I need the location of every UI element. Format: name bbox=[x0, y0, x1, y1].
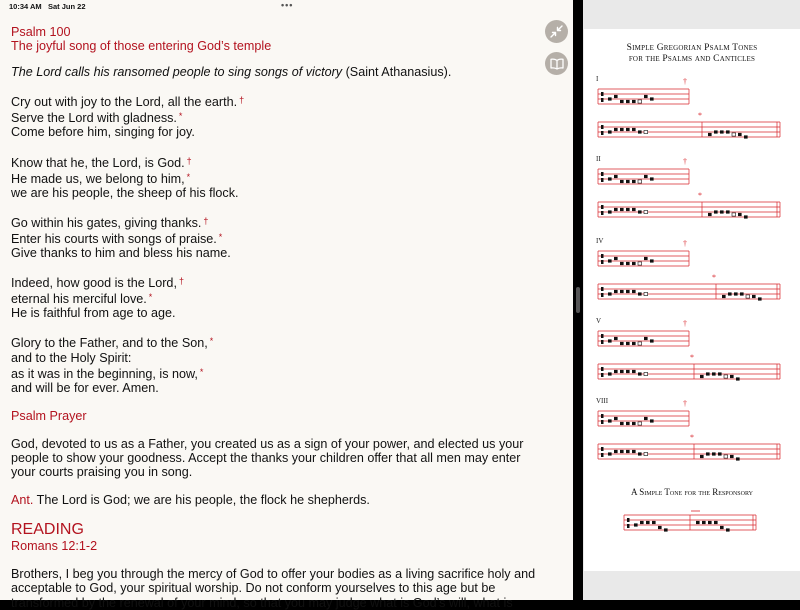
verse-text: eternal his merciful love. bbox=[11, 292, 147, 307]
neume bbox=[700, 375, 704, 378]
tone-label: VIII bbox=[596, 397, 609, 405]
neume bbox=[708, 521, 712, 524]
asterisk-mark: * bbox=[690, 353, 694, 362]
psalm-stanzas bbox=[11, 93, 546, 409]
neume bbox=[736, 457, 740, 460]
neume bbox=[632, 290, 636, 293]
neume bbox=[706, 452, 710, 455]
flex-mark: † bbox=[683, 319, 687, 328]
flex-dagger: † bbox=[203, 215, 209, 226]
flex-dagger: † bbox=[239, 95, 245, 106]
neume bbox=[720, 130, 724, 133]
reading-reference: Romans 12:1-2 bbox=[11, 539, 98, 554]
neume bbox=[714, 130, 718, 133]
neume bbox=[632, 208, 636, 211]
psalm-verse-line bbox=[11, 381, 546, 395]
neume bbox=[730, 375, 734, 378]
tone-label: IV bbox=[596, 237, 604, 245]
neume bbox=[638, 422, 642, 425]
clef-mark bbox=[601, 172, 604, 176]
psalm-verse-line bbox=[11, 109, 546, 125]
antiphon-label: Ant. bbox=[11, 493, 34, 508]
neume bbox=[700, 455, 704, 458]
neume bbox=[620, 290, 624, 293]
neume bbox=[634, 523, 638, 526]
neume bbox=[620, 370, 624, 373]
neume bbox=[730, 455, 734, 458]
clef-mark bbox=[601, 453, 604, 457]
neume bbox=[738, 213, 742, 216]
neume bbox=[714, 521, 718, 524]
neume bbox=[626, 128, 630, 131]
clef-mark bbox=[601, 447, 604, 451]
neume bbox=[732, 213, 736, 216]
neume bbox=[696, 521, 700, 524]
neume bbox=[626, 290, 630, 293]
clef-mark bbox=[627, 524, 630, 528]
asterisk-mark: * bbox=[690, 433, 694, 442]
neume bbox=[614, 208, 618, 211]
neume bbox=[614, 417, 618, 420]
neume bbox=[626, 450, 630, 453]
neume bbox=[712, 372, 716, 375]
psalm-verse-line bbox=[11, 93, 546, 109]
clef-mark bbox=[601, 340, 604, 344]
neume bbox=[650, 259, 654, 262]
neume bbox=[638, 452, 642, 455]
verse-text: Know that he, the Lord, is God. bbox=[11, 155, 185, 170]
neume bbox=[644, 130, 648, 133]
neume bbox=[644, 372, 648, 375]
neume bbox=[740, 292, 744, 295]
neume bbox=[614, 290, 618, 293]
neume bbox=[614, 95, 618, 98]
clef-mark bbox=[601, 178, 604, 182]
psalm-verse-line bbox=[11, 170, 546, 186]
clef-mark bbox=[601, 131, 604, 135]
verse-text: as it was in the beginning, is now, bbox=[11, 366, 198, 381]
verse-text: we are his people, the sheep of his flock. bbox=[11, 185, 239, 200]
neume bbox=[626, 422, 630, 425]
verse-text: Glory to the Father, and to the Son, bbox=[11, 336, 208, 351]
psalm-verse-line bbox=[11, 274, 546, 290]
antiphon bbox=[11, 493, 546, 507]
intro-source: (Saint Athanasius). bbox=[342, 65, 452, 80]
clef-mark bbox=[601, 92, 604, 96]
neume bbox=[608, 292, 612, 295]
neume bbox=[620, 450, 624, 453]
neume bbox=[640, 521, 644, 524]
neume bbox=[658, 526, 662, 529]
neume bbox=[638, 292, 642, 295]
mediant-asterisk: * bbox=[178, 111, 183, 122]
neume bbox=[664, 528, 668, 531]
reading-heading: READING bbox=[11, 521, 84, 539]
clef-mark bbox=[601, 98, 604, 102]
mediant-asterisk: * bbox=[199, 366, 204, 377]
neume bbox=[708, 213, 712, 216]
clef-mark bbox=[601, 334, 604, 338]
neume bbox=[608, 259, 612, 262]
psalm-verse-line bbox=[11, 214, 546, 230]
neume bbox=[608, 177, 612, 180]
neume bbox=[718, 372, 722, 375]
verse-text: Serve the Lord with gladness. bbox=[11, 111, 177, 126]
neume bbox=[638, 262, 642, 265]
clef-mark bbox=[601, 287, 604, 291]
neume bbox=[650, 339, 654, 342]
antiphon-text: The Lord is God; we are his people, the flock he shepherds. bbox=[33, 493, 370, 508]
neume bbox=[620, 422, 624, 425]
neume bbox=[620, 180, 624, 183]
mediant-asterisk: * bbox=[218, 231, 223, 242]
flex-mark: † bbox=[683, 77, 687, 86]
neume bbox=[638, 130, 642, 133]
neume bbox=[638, 100, 642, 103]
clef-mark bbox=[601, 125, 604, 129]
sheet-title-line2: for the Psalms and Canticles bbox=[628, 54, 756, 64]
neume bbox=[732, 133, 736, 136]
neume bbox=[626, 180, 630, 183]
neume bbox=[608, 97, 612, 100]
neume bbox=[708, 133, 712, 136]
neume bbox=[724, 455, 728, 458]
clef-mark bbox=[627, 518, 630, 522]
flex-dagger: † bbox=[186, 155, 192, 166]
mediant-asterisk: * bbox=[148, 292, 153, 303]
status-date: Sat Jun 22 bbox=[48, 2, 86, 11]
intro-italic: The Lord calls his ransomed people to sing songs of victory bbox=[11, 65, 343, 80]
psalm-verse-line bbox=[11, 306, 546, 320]
psalm-prayer-text: God, devoted to us as a Father, you created us as a sign of your power, and elected us your people to show your goodness. Accept the thanks your children offer that all men may enter your courts praising you in song. bbox=[11, 436, 524, 480]
neume bbox=[644, 452, 648, 455]
neume bbox=[726, 130, 730, 133]
shrink-button[interactable] bbox=[545, 20, 568, 43]
neume bbox=[632, 422, 636, 425]
neume bbox=[644, 175, 648, 178]
clef-mark bbox=[601, 211, 604, 215]
psalm-title: Psalm 100 bbox=[11, 25, 71, 39]
neume bbox=[614, 337, 618, 340]
neume bbox=[736, 377, 740, 380]
neume bbox=[720, 526, 724, 529]
neume bbox=[614, 370, 618, 373]
verse-text: Indeed, how good is the Lord, bbox=[11, 276, 177, 291]
neume bbox=[626, 342, 630, 345]
verse-text: Go within his gates, giving thanks. bbox=[11, 215, 202, 230]
clef-mark bbox=[601, 414, 604, 418]
mediant-asterisk: * bbox=[186, 171, 191, 182]
neume bbox=[626, 262, 630, 265]
flex-dagger: † bbox=[178, 276, 184, 287]
verse-text: He made us, we belong to him, bbox=[11, 171, 185, 186]
psalm-prayer-heading: Psalm Prayer bbox=[11, 408, 87, 423]
neume bbox=[614, 257, 618, 260]
clef-mark bbox=[601, 260, 604, 264]
psalm-verse-line bbox=[11, 351, 546, 365]
open-book-icon bbox=[550, 58, 564, 70]
psalm-tones-page bbox=[584, 29, 800, 571]
neume bbox=[620, 342, 624, 345]
neume bbox=[644, 417, 648, 420]
neume bbox=[646, 521, 650, 524]
verse-text: Give thanks to him and bless his name. bbox=[11, 246, 231, 261]
neume bbox=[720, 210, 724, 213]
psalm-verse-line bbox=[11, 365, 546, 381]
neume bbox=[706, 372, 710, 375]
neume bbox=[644, 210, 648, 213]
neume bbox=[650, 419, 654, 422]
neume bbox=[620, 208, 624, 211]
clef-mark bbox=[601, 420, 604, 424]
verse-text: Come before him, singing for joy. bbox=[11, 125, 195, 140]
neume bbox=[632, 370, 636, 373]
tone-label: I bbox=[596, 75, 599, 83]
split-view-handle[interactable] bbox=[576, 287, 580, 313]
neume bbox=[632, 180, 636, 183]
asterisk-mark: * bbox=[698, 191, 702, 200]
psalm-verse-line bbox=[11, 154, 546, 170]
neume bbox=[638, 342, 642, 345]
office-text bbox=[11, 25, 546, 610]
tone-label: V bbox=[596, 317, 602, 325]
flex-mark: † bbox=[683, 399, 687, 408]
asterisk-mark: * bbox=[698, 111, 702, 120]
neume bbox=[744, 215, 748, 218]
neume bbox=[644, 292, 648, 295]
neume bbox=[726, 528, 730, 531]
neume bbox=[644, 95, 648, 98]
verse-text: Cry out with joy to the Lord, all the earth. bbox=[11, 95, 238, 110]
verse-text: and will be for ever. Amen. bbox=[11, 380, 159, 395]
psalm-verse-line bbox=[11, 125, 546, 139]
neume bbox=[608, 419, 612, 422]
neume bbox=[626, 208, 630, 211]
psalm-verse-line bbox=[11, 230, 546, 246]
flex-mark: † bbox=[683, 239, 687, 248]
psalm-verse-line bbox=[11, 246, 546, 260]
arrows-inward-icon bbox=[550, 25, 563, 38]
neume bbox=[714, 210, 718, 213]
psalm-subtitle: The joyful song of those entering God’s temple bbox=[11, 39, 272, 54]
neume bbox=[632, 262, 636, 265]
neume bbox=[608, 372, 612, 375]
clef-mark bbox=[601, 293, 604, 297]
verse-text: and to the Holy Spirit: bbox=[11, 350, 132, 365]
asterisk-mark: * bbox=[712, 273, 716, 282]
neume bbox=[722, 295, 726, 298]
clef-mark bbox=[601, 205, 604, 209]
neume bbox=[632, 450, 636, 453]
psalm-verse-line bbox=[11, 290, 546, 306]
neume bbox=[744, 135, 748, 138]
neume bbox=[638, 180, 642, 183]
neume bbox=[734, 292, 738, 295]
neume bbox=[620, 262, 624, 265]
neume bbox=[620, 100, 624, 103]
neume bbox=[638, 372, 642, 375]
tone-label: II bbox=[596, 155, 601, 163]
status-bar bbox=[0, 0, 573, 14]
neume bbox=[726, 210, 730, 213]
verse-text: He is faithful from age to age. bbox=[11, 306, 176, 321]
psalm-verse-line bbox=[11, 186, 546, 200]
neume bbox=[620, 128, 624, 131]
neume bbox=[652, 521, 656, 524]
neume bbox=[718, 452, 722, 455]
neume bbox=[614, 450, 618, 453]
neume bbox=[712, 452, 716, 455]
neume bbox=[650, 97, 654, 100]
clef-mark bbox=[601, 254, 604, 258]
neume bbox=[758, 297, 762, 300]
neume bbox=[746, 295, 750, 298]
neume bbox=[608, 452, 612, 455]
book-button[interactable] bbox=[545, 52, 568, 75]
verse-text: Enter his courts with songs of praise. bbox=[11, 231, 217, 246]
neume bbox=[644, 257, 648, 260]
neume bbox=[644, 337, 648, 340]
neume bbox=[650, 177, 654, 180]
flex-mark: † bbox=[683, 157, 687, 166]
neume bbox=[738, 133, 742, 136]
neume bbox=[626, 370, 630, 373]
status-time: 10:34 AM bbox=[9, 2, 42, 11]
neume bbox=[608, 210, 612, 213]
neume bbox=[632, 100, 636, 103]
sheet-title-line1: Simple Gregorian Psalm Tones bbox=[626, 43, 758, 53]
neume bbox=[614, 128, 618, 131]
neume bbox=[614, 175, 618, 178]
clef-mark bbox=[601, 373, 604, 377]
responsory-title: A Simple Tone for the Responsory bbox=[631, 487, 753, 497]
neume bbox=[638, 210, 642, 213]
mediant-asterisk: * bbox=[209, 336, 214, 347]
neume bbox=[626, 100, 630, 103]
psalm-verse-line bbox=[11, 334, 546, 350]
neume bbox=[632, 128, 636, 131]
multitasking-dots-icon[interactable]: ••• bbox=[281, 0, 294, 10]
neume bbox=[728, 292, 732, 295]
neume bbox=[632, 342, 636, 345]
clef-mark bbox=[601, 367, 604, 371]
neume bbox=[724, 375, 728, 378]
neume bbox=[608, 130, 612, 133]
neume bbox=[702, 521, 706, 524]
reading-text: Brothers, I beg you through the mercy of God to offer your bodies as a living sacrifice holy and acceptable to God, your spiritual worship. Do not conform yourselves to this age but be transformed by the renewal of your mind, so that you may judge what is God’s will, what is bbox=[11, 567, 536, 610]
psalm-antiphon-intro bbox=[11, 65, 546, 79]
neume bbox=[752, 295, 756, 298]
neume bbox=[608, 339, 612, 342]
